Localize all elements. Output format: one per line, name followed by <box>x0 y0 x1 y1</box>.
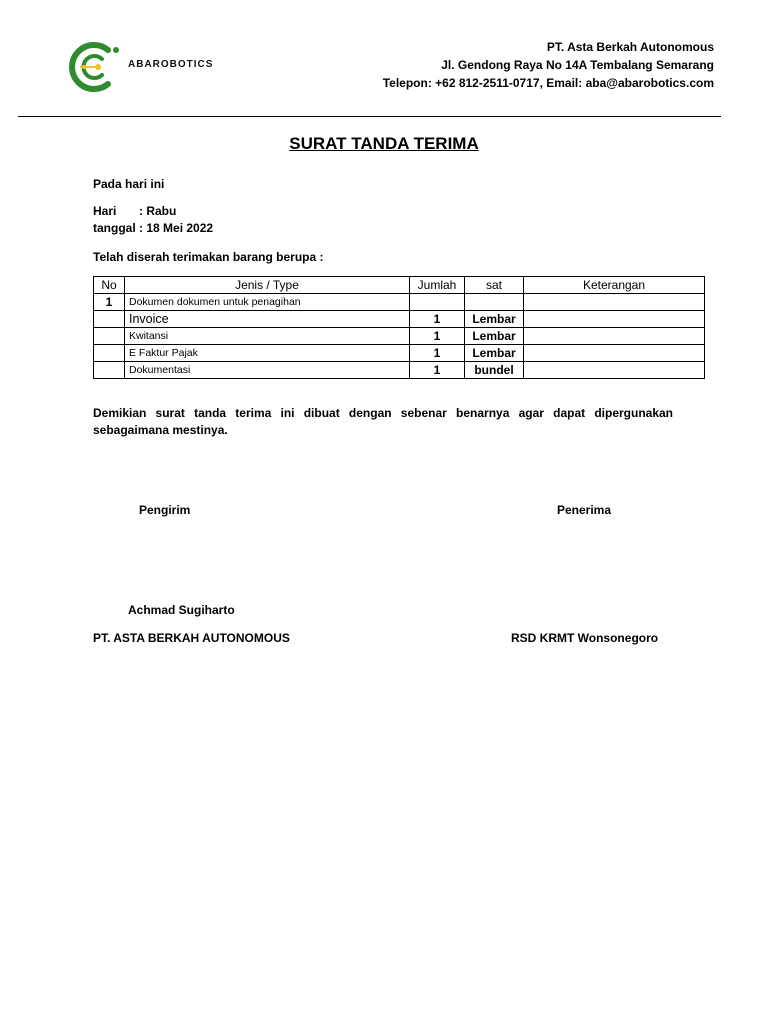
cell-sat: Lembar <box>465 345 524 362</box>
company-address: Jl. Gendong Raya No 14A Tembalang Semarang <box>441 58 714 72</box>
cell-keterangan <box>524 362 705 379</box>
table-row <box>94 294 705 311</box>
receiver-label: Penerima <box>557 503 612 517</box>
header-no: No <box>94 277 125 294</box>
cell-jumlah: 1 <box>410 328 465 345</box>
cell-jumlah: 1 <box>410 311 465 328</box>
header-sat: sat <box>465 277 524 294</box>
sender-org: PT. ASTA BERKAH AUTONOMOUS <box>93 631 290 645</box>
received-line: Telah diserah terimakan barang berupa : <box>93 250 324 264</box>
date-field <box>93 221 213 235</box>
company-contact: Telepon: +62 812-2511-0717, Email: aba@abarobotics.com <box>382 76 714 90</box>
receiver-org: RSD KRMT Wonsonegoro <box>511 631 659 645</box>
header-jumlah: Jumlah <box>410 277 465 294</box>
cell-jenis: Invoice <box>125 311 410 328</box>
cell-jenis: Kwitansi <box>125 328 410 345</box>
cell-no: 1 <box>94 294 125 311</box>
company-logo <box>68 38 214 96</box>
items-table <box>93 276 705 379</box>
cell-no <box>94 362 125 379</box>
cell-jumlah: 1 <box>410 345 465 362</box>
logo-mark-icon <box>68 38 124 96</box>
cell-sat: Lembar <box>465 311 524 328</box>
day-field <box>93 204 176 218</box>
closing-paragraph: Demikian surat tanda terima ini dibuat dengan sebenar benarnya agar dapat dipergunakan sebagaimana mestinya. <box>93 406 673 437</box>
sender-label: Pengirim <box>139 503 191 517</box>
cell-no <box>94 345 125 362</box>
company-info <box>383 38 714 92</box>
header-keterangan: Keterangan <box>524 277 705 294</box>
company-name: PT. Asta Berkah Autonomous <box>546 40 714 54</box>
day-label: Hari <box>93 204 117 218</box>
header-divider <box>18 116 721 117</box>
table-row <box>94 311 705 328</box>
date-value: : 18 Mei 2022 <box>139 221 214 235</box>
table-row <box>94 362 705 379</box>
cell-sat: bundel <box>465 362 524 379</box>
cell-jenis: Dokumentasi <box>125 362 410 379</box>
cell-keterangan <box>524 311 705 328</box>
cell-jumlah: 1 <box>410 362 465 379</box>
cell-sat: Lembar <box>465 328 524 345</box>
table-header-row <box>94 277 705 294</box>
day-value: : Rabu <box>139 204 177 218</box>
cell-jenis: Dokumen dokumen untuk penagihan <box>125 294 410 311</box>
table-row <box>94 328 705 345</box>
cell-keterangan <box>524 328 705 345</box>
cell-no <box>94 328 125 345</box>
table-row <box>94 345 705 362</box>
cell-keterangan <box>524 345 705 362</box>
cell-jumlah <box>410 294 465 311</box>
cell-jenis: E Faktur Pajak <box>125 345 410 362</box>
cell-sat <box>465 294 524 311</box>
intro-text: Pada hari ini <box>93 177 165 191</box>
logo-text: ABAROBOTICS <box>128 59 214 70</box>
cell-no <box>94 311 125 328</box>
cell-keterangan <box>524 294 705 311</box>
sender-name: Achmad Sugiharto <box>128 603 235 617</box>
date-label: tanggal <box>93 221 136 235</box>
header-jenis: Jenis / Type <box>125 277 410 294</box>
document-title: SURAT TANDA TERIMA <box>289 134 479 153</box>
